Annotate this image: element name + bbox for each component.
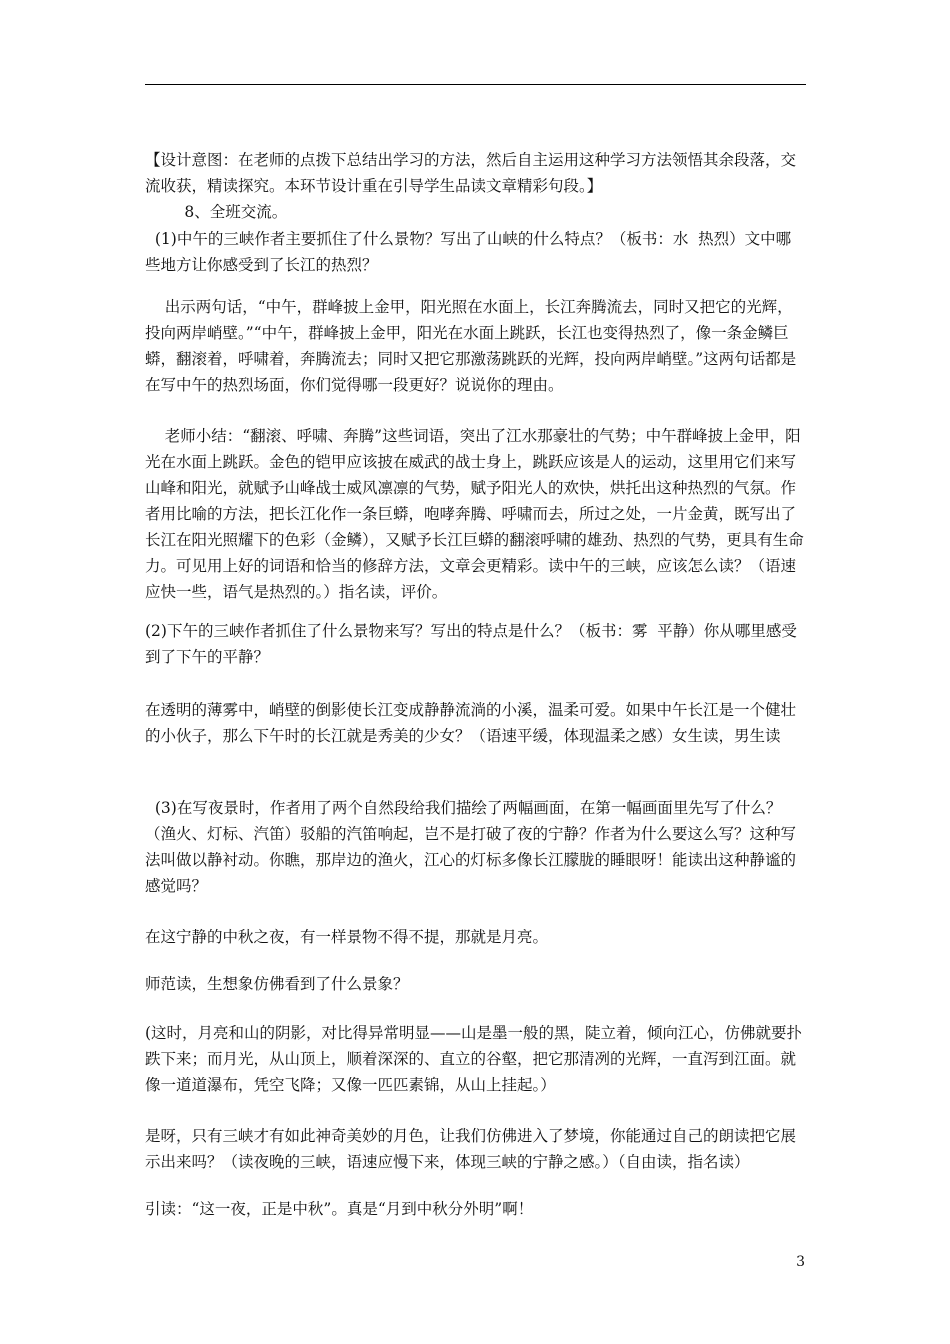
header-rule: [145, 84, 806, 85]
question-3-paragraph: (3)在写夜景时，作者用了两个自然段给我们描绘了两幅画面，在第一幅画面里先写了什么？（渔火、灯标、汽笛）驳船的汽笛响起，岂不是打破了夜的宁静？作者为什么要这么写？这种写法叫做以静衬动。你瞧，那岸边的渔火，江心的灯标多像长江朦胧的睡眼呀！能读出这种静谧的感觉吗？: [145, 799, 797, 895]
reading-guidance-paragraph: 是呀，只有三峡才有如此神奇美妙的月色，让我们仿佛进入了梦境，你能通过自己的朗读把它展示出来吗？（读夜晚的三峡，语速应慢下来，体现三峡的宁静之感。）（自由读，指名读）: [145, 1127, 797, 1171]
sentence-comparison-paragraph: 出示两句话，“中午，群峰披上金甲，阳光照在水面上，长江奔腾流去，同时又把它的光辉，投向两岸峭壁。”“中午，群峰披上金甲，阳光在水面上跳跃，长江也变得热烈了，像一条金鳞巨蟒，翻滚着，呼啸着，奔腾流去；同时又把它那激荡跳跃的光辉，投向两岸峭壁。”这两句话都是在写中午的热烈场面，你们觉得哪一段更好？说说你的理由。: [145, 298, 797, 394]
step-heading: 8、全班交流。: [145, 203, 288, 221]
afternoon-paragraph: 在透明的薄雾中，峭壁的倒影使长江变成静静流淌的小溪，温柔可爱。如果中午长江是一个健壮的小伙子，那么下午时的长江就是秀美的少女？（语速平缓，体现温柔之感）女生读，男生读: [145, 701, 797, 745]
design-intent-paragraph: 【设计意图：在老师的点拨下总结出学习的方法，然后自主运用这种学习方法领悟其余段落，交流收获，精读探究。本环节设计重在引导学生品读文章精彩句段。】: [145, 151, 797, 195]
moon-intro-paragraph: 在这宁静的中秋之夜，有一样景物不得不提，那就是月亮。: [145, 928, 549, 946]
moon-description-paragraph: (这时，月亮和山的阴影，对比得异常明显——山是墨一般的黑，陡立着，倾向江心，仿佛就要扑跌下来；而月光，从山顶上，顺着深深的、直立的谷壑，把它那清冽的光辉，一直泻到江面。就像一道道瀑布，凭空飞降；又像一匹匹素锦，从山上挂起。）: [145, 1024, 803, 1094]
teacher-summary-paragraph: 老师小结：“翻滚、呼啸、奔腾”这些词语，突出了江水那豪壮的气势；中午群峰披上金甲，阳光在水面上跳跃。金色的铠甲应该披在威武的战士身上，跳跃应该是人的运动，这里用它们来写山峰和阳光，就赋予山峰战士威风凛凛的气势，赋予阳光人的欢快，烘托出这种热烈的气氛。作者用比喻的方法，把长江化作一条巨蟒，咆哮奔腾、呼啸而去，所过之处，一片金黄，既写出了长江在阳光照耀下的色彩（金鳞），又赋予长江巨蟒的翻滚呼啸的雄劲、热烈的气势，更具有生命力。可见用上好的词语和恰当的修辞方法，文章会更精彩。读中午的三峡，应该怎么读？（语速应快一些，语气是热烈的。）指名读，评价。: [145, 427, 804, 601]
guided-reading-paragraph: 引读：“这一夜，正是中秋”。真是“月到中秋分外明”啊！: [145, 1200, 534, 1218]
question-1-paragraph: (1)中午的三峡作者主要抓住了什么景物？写出了山峡的什么特点？（板书：水 热烈）文中哪些地方让你感受到了长江的热烈？: [145, 230, 792, 274]
question-2-paragraph: (2)下午的三峡作者抓住了什么景物来写？写出的特点是什么？（板书：雾 平静）你从哪里感受到了下午的平静？: [145, 622, 797, 666]
teacher-reading-paragraph: 师范读，生想象仿佛看到了什么景象？: [145, 975, 409, 993]
page-number: 3: [796, 1254, 805, 1270]
